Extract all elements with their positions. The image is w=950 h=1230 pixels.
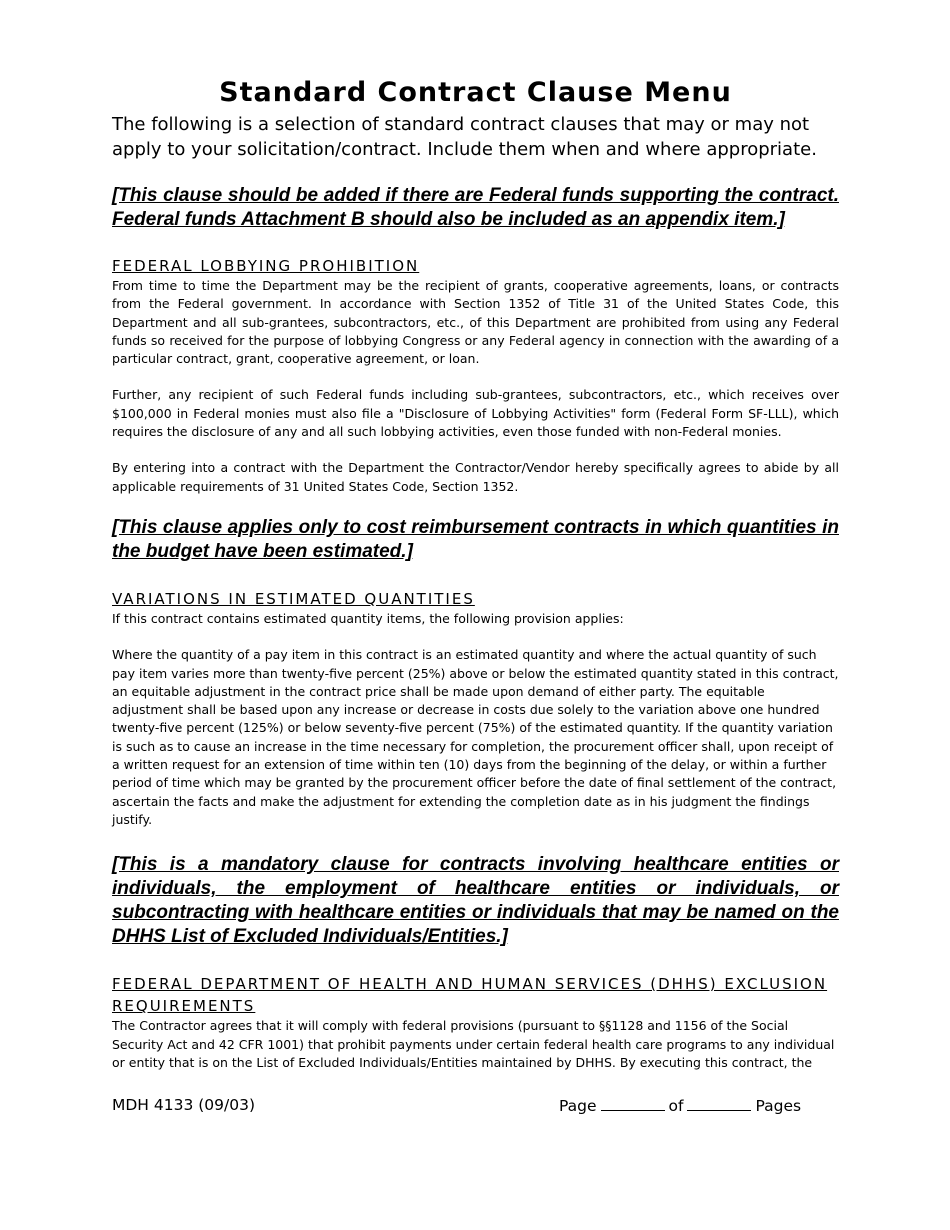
clause-heading-variations: VARIATIONS IN ESTIMATED QUANTITIES [112,589,475,608]
clause-heading-dhhs-exclusion: FEDERAL DEPARTMENT OF HEALTH AND HUMAN SERVICES (DHHS) EXCLUSION REQUIREMENTS [112,975,828,1016]
clause-note-federal-funds: [This clause should be added if there are Federal funds supporting the contract. Federal funds Attachment B should also be included as an appendix item.] [112,185,839,230]
document-page [112,76,839,1072]
page-counter [559,1096,801,1115]
clause-paragraph: Further, any recipient of such Federal funds including sub-grantees, subcontractors, etc., which receives over $100,000 in Federal monies must also file a "Disclosure of Lobbying Activities" form (Federal Form SF-LLL), which requires the disclosure of any and all such lobbying activities, even those funded with non-Federal monies. [112,387,839,440]
clause-paragraph: If this contract contains estimated quantity items, the following provision applies: [112,610,624,626]
page-label: Page [559,1097,597,1115]
clause-note-cost-reimbursement: [This clause applies only to cost reimbursement contracts in which quantities in the budget have been estimated.] [112,516,839,562]
clause-note-healthcare: [This is a mandatory clause for contracts involving healthcare entities or individuals, the employment of healthcare entities or individuals, or subcontracting with healthcare entities or individuals that may be named on the DHHS List of Excluded Individuals/Entities.] [112,854,839,948]
page-total-blank[interactable] [687,1096,751,1111]
clause-paragraph: Where the quantity of a pay item in this contract is an estimated quantity and where the actual quantity of such pay item varies more than twenty-five percent (25%) above or below the estimated quantity stated in this contract, an equitable adjustment in the contract price shall be made upon demand of either party. The equitable adjustment shall be based upon any increase or decrease in costs due solely to the variation above one hundred twenty-five percent (125%) or below seventy-five percent (75%) of the estimated quantity. If the quantity variation is such as to cause an increase in the time necessary for completion, the procurement officer shall, upon receipt of a written request for an extension of time within ten (10) days from the beginning of the delay, or within a further period of time which may be granted by the procurement officer before the date of final settlement of the contract, ascertain the facts and make the adjustment for extending the completion date as in his judgment the findings justify. [112,647,839,827]
clause-paragraph: From time to time the Department may be the recipient of grants, cooperative agreements, loans, or contracts from the Federal government. In accordance with Section 1352 of Title 31 of the United States Code, this Department and all sub-grantees, subcontractors, etc., of this Department are prohibited from using any Federal funds so received for the purpose of lobbying Congress or any Federal agency in connection with the awarding of a particular contract, grant, cooperative agreement, or loan. [112,278,839,367]
intro-text: The following is a selection of standard contract clauses that may or may not apply to your solicitation/contract. Include them when and where appropriate. [112,114,817,160]
clause-paragraph: The Contractor agrees that it will comply with federal provisions (pursuant to §§1128 and 1156 of the Social Security Act and 42 CFR 1001) that prohibit payments under certain federal health care programs to any individual or entity that is on the List of Excluded Individuals/Entities maintained by DHHS. By executing this contract, the [112,1018,835,1070]
form-id: MDH 4133 (09/03) [112,1096,256,1114]
clause-paragraph: By entering into a contract with the Department the Contractor/Vendor hereby specifically agrees to abide by all applicable requirements of 31 United States Code, Section 1352. [112,460,839,494]
page-number-blank[interactable] [601,1096,665,1111]
of-label: of [668,1097,684,1115]
pages-label: Pages [755,1097,802,1115]
document-title: Standard Contract Clause Menu [219,77,732,108]
clause-heading-lobbying: FEDERAL LOBBYING PROHIBITION [112,257,420,275]
